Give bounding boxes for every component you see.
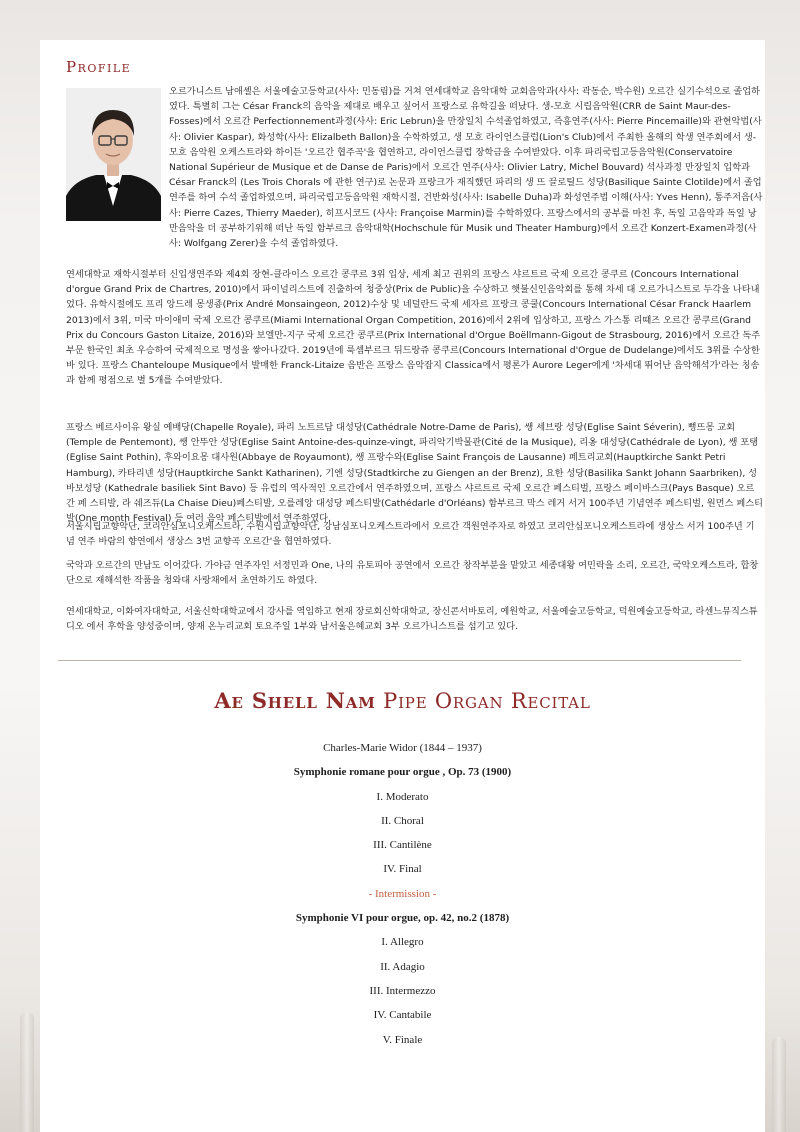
profile-bio-paragraph-2 — [66, 267, 763, 389]
movement-item: V. Finale — [382, 1033, 423, 1046]
profile-bio-paragraph-6 — [66, 604, 763, 634]
program-page — [40, 40, 765, 1132]
movement-item: II. Adagio — [380, 960, 425, 973]
movement-item: IV. Cantabile — [373, 1009, 432, 1022]
movement-item: III. Intermezzo — [369, 984, 436, 997]
bio-text-competitions: 연세대학교 재학시절부터 신입생연주와 제4회 장현-클라이스 오르간 콩쿠르 3위 입상, 세계 최고 권위의 프랑스 샤르트르 국제 오르간 콩쿠르 (Concours International d'orgue Grand Prix de Chartres, 2010)에서 파이널리스트에 진출하여 청중상(Prix de Public)을 수상하고 햇불신인음악회를 통해 차세 대 오르가니스트로 두각을 나타내었다. 유학시절에도 프리 앙드레 몽생죵(Prix André Monsaingeon, 2012)수상 및 네덜란드 국제 세자르 프랑크 콩쿨(Concours International César Franck Haarlem 2013)에서 3위, 미국 마이애미 국제 오르간 콩쿠르(Miami International Organ Competition, 2016)에서 2위에 입상하고, 프랑스 가스통 리때즈 오르간 콩쿠르(Grand Prix du Concours Gaston Litaize, 2016)와 보엘만-지구 국제 오르간 콩쿠르(Prix International d'Orgue Boëllmann-Gigout de Strasbourg, 2016)에서 오르간 독주부문 한국인 최초 우승하여 국제적으로 명성을 쌓아나갔다. 2019년에 룩셈부르크 뒤드랑쥬 콩쿠르(Concours International d'Orgue de Dudelange)에서도 3위를 수상한 바 있다. 프랑스 Chanteloupe Musique에서 발매한 Franck-Litaize 음반은 프랑스 음악잡지 Classica에서 평론가 Aurore Leger에게 '차세대 뛰어난 음악해석가'라는 칭송과 함께 평점으로 별 5개를 수여받았다. — [66, 269, 761, 387]
movement-item: III. Cantilène — [373, 839, 432, 852]
section-divider — [58, 660, 741, 661]
bio-text-orchestras: 서울시립교향악단, 코리안심포니오케스트라, 수원시립교향악단, 강남심포니오케스트라에서 오르간 객원연주자로 하였고 코리안심포니오케스트라에 생상스 서거 100주년 기념 연주 바람의 향연에서 생상스 3번 교향곡 오르간'을 협연하였다. — [66, 521, 755, 548]
performer-name: Ae Shell Nam — [214, 688, 376, 713]
recital-subtitle: Pipe Organ Recital — [383, 689, 591, 713]
intermission-line: - Intermission - — [368, 887, 437, 900]
profile-bio-paragraph-3 — [66, 420, 763, 526]
profile-bio-paragraph-1 — [66, 84, 763, 251]
movement-item: II. Choral — [381, 814, 424, 827]
composer-line: Charles-Marie Widor (1844 – 1937) — [323, 742, 482, 754]
program-list — [40, 736, 765, 1052]
work-title-1: Symphonie romane pour orgue , Op. 73 (1900) — [293, 766, 512, 779]
bio-text-teaching: 연세대학교, 이화여자대학교, 서울신학대학교에서 강사를 역임하고 현재 장로회신학대학교, 장신콘서바토리, 예원학교, 서울예술고등학교, 덕원예술고등학교, 라센느뮤직스튜디오 에서 후학을 양성중이며, 양재 온누리교회 토요주일 1부와 남서울은혜교회 3부 오르가니스트를 섬기고 있다. — [66, 606, 758, 633]
movement-item: I. Allegro — [381, 936, 424, 949]
movement-item: IV. Final — [383, 863, 422, 876]
profile-bio-paragraph-4 — [66, 519, 763, 549]
bio-text-education: 오르가니스트 남애셸은 서울예술고등학교(사사: 민동림)를 거쳐 연세대학교 음악대학 교회음악과(사사: 곽동순, 박수원) 오르간 실기수석으로 졸업하였다. 특별히 그는 César Franck의 음악을 제대로 배우고 싶어서 프랑스로 유학길을 떠났다. 생-모흐 시립음악원(CRR de Saint Maur-des-Fosses)에서 오르간 Perfectionnement과정(사사: Eric Lebrun)을 만장일치 수석졸업하였고, 즉흥연주(사사: Pierre Pincemaille)와 관현악법(사사: Olivier Kaspar), 화성학(사사: Elizalbeth Ballon)을 수학하였고, 생 모흐 라이언스클럽(Lion's Club)에서 주최한 올해의 학생 연주회에서 생-모흐 음악원 오케스트라와 하이든 '오르간 협주곡'을 협연하고, 라이언스클럽 장학금을 수여받았다. 이후 파리국립고등음악원(Conservatoire National Supérieur de Musique et de Danse de Paris)에서 오르간 연주(사사: Olivier Latry, Michel Bouvard) 석사과정 만장일치 입학과 César Franck의 (Les Trois Chorals 에 관한 연구)로 논문과 프랑크가 재직했던 파리의 생 뜨 끌로틸드 성당(Basilique Sainte Clotilde)에서 졸업연주를 하여 수석 졸업하였으며, 파리국립고등음악원 재학시절, 건반화성(사사: Isabelle Duha)과 화성연주법 이해(사사: Yves Henn), 통주저음(사사: Pierre Cazes, Thierry Maeder), 히프시코드 (사사: Françoise Marmin)를 수학하였다. 프랑스에서의 공부를 마친 후, 독일 고음악과 독일 낭만음악을 더 공부하기위해 떠난 독일 함부르크 음악대학(Hochschule für Musik und Theater Hamburg)에서 오르간 Konzert-Examen과정(사사: Wolfgang Zerer)을 수석 졸업하였다. — [169, 86, 763, 250]
work-title-2: Symphonie VI pour orgue, op. 42, no.2 (1878) — [295, 912, 510, 925]
bio-text-gugak: 국악과 오르간의 만남도 이어갔다. 가야금 연주자인 서정민과 One, 나의 유토피아 공연에서 오르간 창작부분을 맡았고 세종대왕 여민락을 소리, 오르간, 국악오케스트라, 합창단으로 재해석한 작품을 청와대 사랑채에서 초연하기도 하였다. — [66, 560, 759, 587]
profile-bio-paragraph-5 — [66, 558, 763, 588]
bio-text-venues: 프랑스 베르사이유 왕실 예배당(Chapelle Royale), 파리 노트르담 대성당(Cathédrale Notre-Dame de Paris), 쌩 세브랑 성당(Eglise Saint Séverin), 뻥뜨몽 교회(Temple de Pentemont), 쌩 안뚜안 성당(Eglise Saint Antoine-des-quinze-vingt, 파리악기박물관(Cité de la Musique), 리옹 대성당(Cathédrale de Lyon), 쌩 포탱(Eglise Saint Pothin), 후와이요몽 대사원(Abbaye de Royaumont), 쌩 프랑수와(Eglise Saint François de Lausanne) 페트리교회(Hauptkirche Sankt Petri Hamburg), 카타리넨 성당(Hauptkirche Sankt Katharinen), 기엔 성당(Stadtkirche zu Giengen an der Brenz), 요한 성당(Basilika Sankt Johann Saarbriken), 성바보성당 (Kathedrale basiliek Sint Bavo) 등 유럽의 역사적인 오르간에서 연주하였으며, 프랑스 샤르트르 국제 오르간 페스티벌, 프랑스 페이바스크(Pays Basque) 오르간 페 스티발, 라 쉐즈듀(La Chaise Dieu)페스티발, 오를레앙 대성당 페스티발(Cathédarle d'Orléans) 함부르크 막스 레거 서거 100주년 기념연주 페스티벌, 원먼스 페스티발(One month Festival) 등 여러 음악 페스티발에서 연주하였다. — [66, 422, 763, 525]
movement-item: I. Moderato — [376, 790, 429, 803]
profile-heading: Profile — [66, 58, 132, 76]
recital-title — [40, 688, 765, 713]
